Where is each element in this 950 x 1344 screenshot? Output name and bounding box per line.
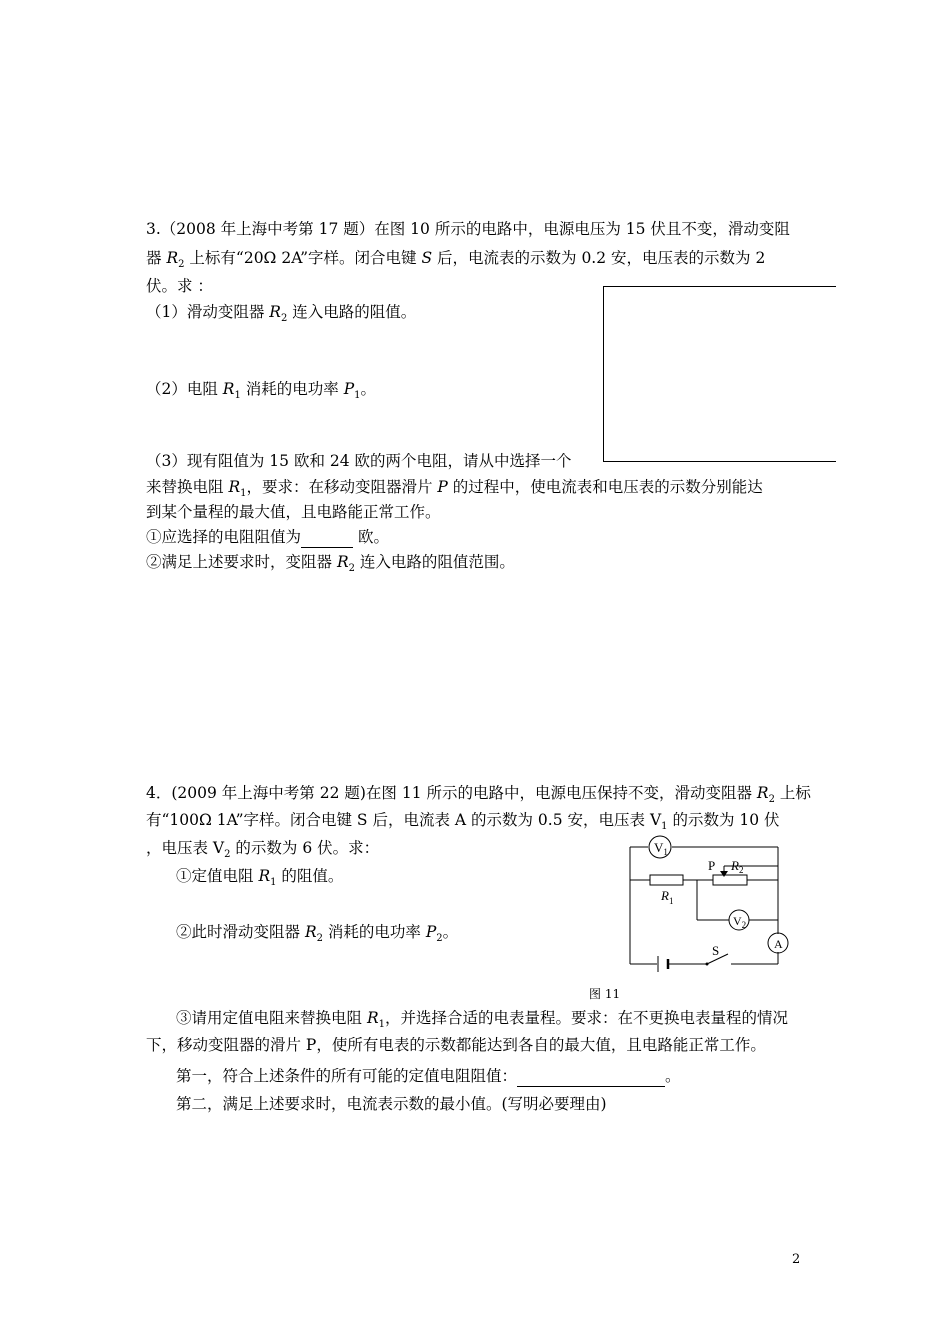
q3-line-2: 器 $R_2$ 上标有“20Ω 2A”字样。闭合电键 S 后，电流表的示数为 0.2 安，电压表的示数为 2 — [146, 249, 766, 270]
q4-item-1: ①定值电阻 $R_1$ 的阻值。 — [176, 867, 344, 888]
q4-line-2: 有“100Ω 1A”字样。闭合电键 S 后，电流表 A 的示数为 0.5 安，电压表 $V_1$ 的示数为 10 伏 — [146, 811, 780, 832]
q3-line-1: 3.（2008 年上海中考第 17 题）在图 10 所示的电路中，电源电压为 15 伏且不变，滑动变阻 — [146, 220, 790, 238]
q3-part-2: （2）电阻 $R_1$ 消耗的电功率 $P_1$。 — [146, 380, 377, 401]
q3-part-3-line-2: 来替换电阻 $R_1$，要求：在移动变阻器滑片 P 的过程中，使电流表和电压表的示数分别能达 — [146, 478, 763, 499]
q4-follow-1: 第一，符合上述条件的所有可能的定值电阻阻值： 。 — [176, 1067, 681, 1085]
slider-arrow-icon — [720, 871, 728, 877]
label-v2: $V_2$ — [733, 914, 747, 930]
rheostat-r2 — [713, 875, 747, 885]
q3-part-3-item-2: ②满足上述要求时，变阻器 $R_2$ 连入电路的阻值范围。 — [146, 553, 515, 574]
q4-item-2: ②此时滑动变阻器 $R_2$ 消耗的电功率 $P_2$。 — [176, 923, 459, 944]
q4-line-3: ，电压表 $V_2$ 的示数为 6 伏。求： — [146, 839, 380, 860]
q3-part-3-item-1: ①应选择的电阻阻值为 欧。 — [146, 528, 389, 546]
answer-blank — [517, 1066, 665, 1087]
label-a: A — [774, 937, 783, 951]
q4-follow-2: 第二，满足上述要求时，电流表示数的最小值。(写明必要理由) — [176, 1095, 607, 1113]
q4-line-1: 4．(2009 年上海中考第 22 题)在图 11 所示的电路中，电源电压保持不变，滑动变阻器 $R_2$ 上标 — [146, 784, 811, 805]
q4-item-3-line-2: 下，移动变阻器的滑片 P，使所有电表的示数都能达到各自的最大值，且电路能正常工作。 — [146, 1036, 766, 1054]
figure-caption: 图 11 — [589, 987, 621, 1001]
label-v1: $V_1$ — [654, 840, 668, 857]
answer-blank — [301, 527, 353, 548]
q3-line-3: 伏。求 ： — [146, 277, 213, 295]
q4-item-3-line-1: ③请用定值电阻来替换电阻 $R_1$，并选择合适的电表量程。要求：在不更换电表量程的情况 — [176, 1009, 788, 1030]
circuit-diagram — [625, 830, 797, 980]
page-number: 2 — [792, 1252, 801, 1267]
label-p: P — [708, 858, 716, 873]
q3-part-1: （1）滑动变阻器 $R_2$ 连入电路的阻值。 — [146, 303, 417, 324]
switch-contact — [706, 963, 709, 966]
q3-part-3-line-3: 到某个量程的最大值，且电路能正常工作。 — [146, 503, 441, 521]
resistor-r1 — [650, 875, 683, 885]
label-r1: $R_1$ — [661, 888, 674, 906]
q3-part-3-line-1: （3）现有阻值为 15 欧和 24 欧的两个电阻，请从中选择一个 — [146, 452, 572, 470]
label-r2: $R_2$ — [731, 858, 744, 875]
figure-10-placeholder — [603, 286, 836, 462]
label-s: S — [712, 943, 720, 958]
